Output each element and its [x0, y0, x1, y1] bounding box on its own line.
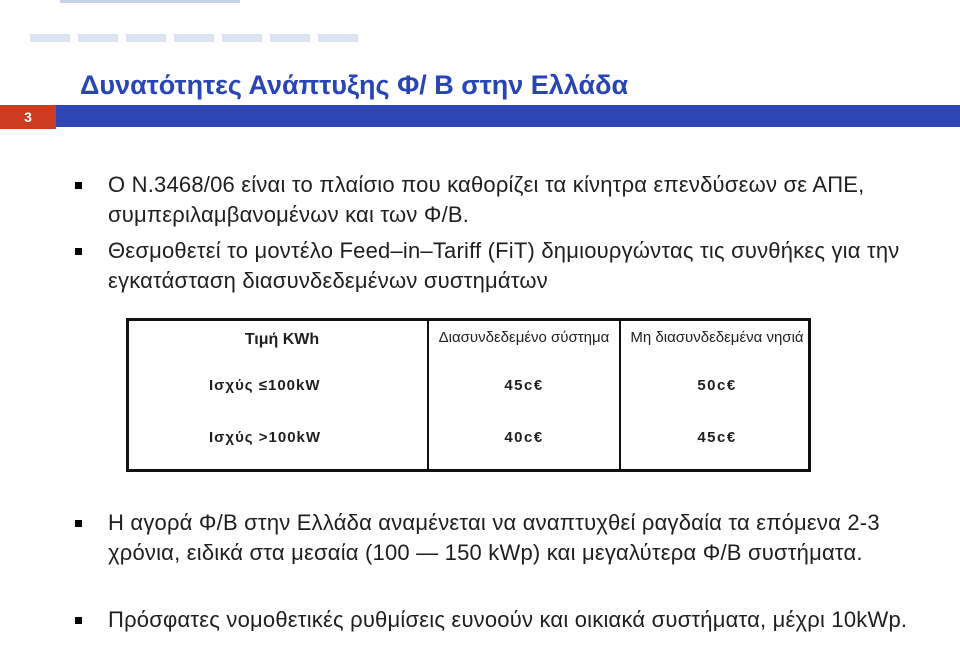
bullet-text: Η αγορά Φ/Β στην Ελλάδα αναμένεται να αναπτυχθεί ραγδαία τα επόμενα 2-3 χρόνια, ειδικά στα μεσαία (100 ― 150 kWp) και μεγαλύτερα Φ/Β συστήματα. [108, 510, 880, 565]
table-divider [619, 321, 621, 469]
title-underline-bar [56, 105, 960, 127]
bullet-item [75, 236, 935, 296]
header-decoration [60, 0, 240, 3]
square-bullet-icon [75, 617, 82, 624]
square-bullet-icon [75, 248, 82, 255]
table-header-islands: Μη διασυνδεδεμένα νησιά [630, 329, 804, 346]
table-cell-islands: 45c€ [697, 429, 737, 446]
square-bullet-icon [75, 520, 82, 527]
bullet-text: Ο Ν.3468/06 είναι το πλαίσιο που καθορίζει τα κίνητρα επενδύσεων σε ΑΠΕ, συμπεριλαμβανομένων και των Φ/Β. [108, 172, 865, 227]
bullet-item [75, 170, 935, 230]
table-header-price: Τιμή KWh [244, 331, 320, 348]
header-decoration-faded [30, 34, 360, 42]
table-header-connected: Διασυνδεδεμένο σύστημα [438, 329, 610, 346]
square-bullet-icon [75, 182, 82, 189]
slide-number-badge: 3 [0, 105, 56, 129]
bullet-text: Πρόσφατες νομοθετικές ρυθμίσεις ευνοούν και οικιακά συστήματα, μέχρι 10kWp. [108, 607, 908, 632]
table-row-label: Ισχύς >100kW [209, 429, 322, 446]
feed-in-tariff-table [126, 318, 811, 472]
slide-title: Δυνατότητες Ανάπτυξης Φ/ Β στην Ελλάδα [80, 70, 629, 100]
table-cell-connected: 45c€ [504, 377, 544, 394]
table-row-label: Ισχύς ≤100kW [209, 377, 321, 394]
bullet-item [75, 605, 945, 635]
table-cell-islands: 50c€ [697, 377, 737, 394]
bullet-item [75, 508, 945, 568]
table-cell-connected: 40c€ [504, 429, 544, 446]
bullet-text: Θεσμοθετεί το μοντέλο Feed‒in‒Tariff (FiT) δημιουργώντας τις συνθήκες για την εγκατάσταση διασυνδεδεμένων συστημάτων [108, 238, 900, 293]
